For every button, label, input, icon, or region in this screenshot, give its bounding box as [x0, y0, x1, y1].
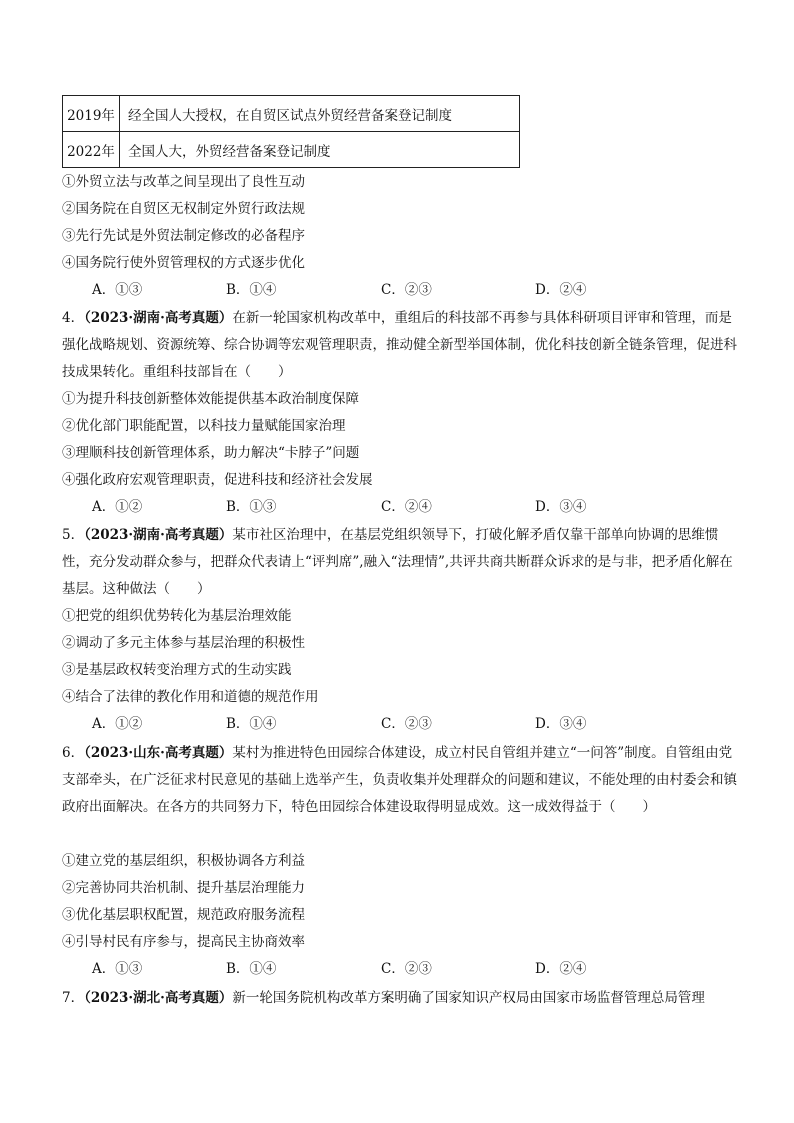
table-row — [63, 96, 520, 132]
option-a: A．①② — [92, 716, 143, 732]
question-text: 某市社区治理中，在基层党组织领导下，打破化解矛盾仅靠干部单向协调的思维惯性，充分发动群众参与，把群众代表请上“评判席”,融入“法理情”,共评共商共断群众诉求的是与非，把矛盾化解在基层。这种做法（ ） — [62, 527, 733, 597]
statement-line: ①把党的组织优势转化为基层治理效能 — [62, 608, 292, 624]
statement-line: ①建立党的基层组织，积极协调各方利益 — [62, 853, 305, 869]
statement-line: ③先行先试是外贸法制定修改的必备程序 — [62, 228, 305, 244]
option-a: A．①③ — [92, 282, 143, 298]
statement-line: ④强化政府宏观管理职责，促进科技和经济社会发展 — [62, 472, 373, 488]
option-d: D．③④ — [535, 499, 587, 515]
question-number: 7． — [62, 990, 85, 1006]
option-b: B．①④ — [226, 282, 277, 298]
statement-line: ④引导村民有序参与，提高民主协商效率 — [62, 934, 305, 950]
question-number: 4． — [62, 310, 85, 326]
statement-line: ④国务院行使外贸管理权的方式逐步优化 — [62, 255, 305, 271]
statement-line: ②完善协同共治机制、提升基层治理能力 — [62, 880, 305, 896]
statement-line: ③优化基层职权配置，规范政府服务流程 — [62, 907, 305, 923]
question-text: 某村为推进特色田园综合体建设，成立村民自管组并建立“一问答”制度。自管组由党支部牵头，在广泛征求村民意见的基础上选举产生，负责收集并处理群众的问题和建议，不能处理的由村委会和镇政府出面解决。在各方的共同努力下，特色田园综合体建设取得明显成效。这一成效得益于（ ） — [62, 745, 737, 815]
option-a: A．①② — [92, 499, 143, 515]
option-b: B．①④ — [226, 716, 277, 732]
question-source: （2023·湖南·高考真题） — [84, 310, 233, 326]
question-source: （2023·湖南·高考真题） — [84, 527, 233, 543]
question-5-stem — [62, 522, 742, 603]
question-text: 在新一轮国家机构改革中，重组后的科技部不再参与具体科研项目评审和管理，而是强化战略规划、资源统筹、综合协调等宏观管理职责，推动健全新型举国体制，优化科技创新全链条管理，促进科技成果转化。重组科技部旨在（ ） — [62, 310, 737, 380]
option-b: B．①④ — [226, 961, 277, 977]
statement-line: ①为提升科技创新整体效能提供基本政治制度保障 — [62, 391, 359, 407]
statement-line: ③是基层政权转变治理方式的生动实践 — [62, 662, 292, 678]
statement-line: ④结合了法律的教化作用和道德的规范作用 — [62, 689, 319, 705]
policy-table — [62, 95, 520, 168]
statement-line: ①外贸立法与改革之间呈现出了良性互动 — [62, 174, 305, 190]
question-number: 5． — [62, 527, 85, 543]
option-c: C．②④ — [381, 499, 432, 515]
question-6-stem — [62, 740, 742, 821]
statement-line: ②调动了多元主体参与基层治理的积极性 — [62, 635, 305, 651]
option-a: A．①③ — [92, 961, 143, 977]
table-text-cell: 经全国人大授权，在自贸区试点外贸经营备案登记制度 — [120, 96, 520, 132]
table-year-cell: 2019年 — [63, 96, 120, 132]
option-d: D．③④ — [535, 716, 587, 732]
option-c: C．②③ — [381, 282, 432, 298]
question-text: 新一轮国务院机构改革方案明确了国家知识产权局由国家市场监督管理总局管理 — [232, 990, 705, 1006]
statement-line: ②优化部门职能配置，以科技力量赋能国家治理 — [62, 418, 346, 434]
table-text-cell: 全国人大，外贸经营备案登记制度 — [120, 132, 520, 168]
question-source: （2023·山东·高考真题） — [84, 745, 233, 761]
option-c: C．②③ — [381, 716, 432, 732]
table-year-cell: 2022年 — [63, 132, 120, 168]
option-d: D．②④ — [535, 961, 587, 977]
statement-line: ③理顺科技创新管理体系，助力解决“卡脖子”问题 — [62, 445, 360, 461]
statement-line: ②国务院在自贸区无权制定外贸行政法规 — [62, 201, 305, 217]
table-row — [63, 132, 520, 168]
question-7-stem — [62, 985, 742, 1012]
option-c: C．②③ — [381, 961, 432, 977]
question-4-stem — [62, 305, 742, 386]
question-number: 6． — [62, 745, 85, 761]
question-source: （2023·湖北·高考真题） — [84, 990, 233, 1006]
option-d: D．②④ — [535, 282, 587, 298]
option-b: B．①③ — [226, 499, 277, 515]
